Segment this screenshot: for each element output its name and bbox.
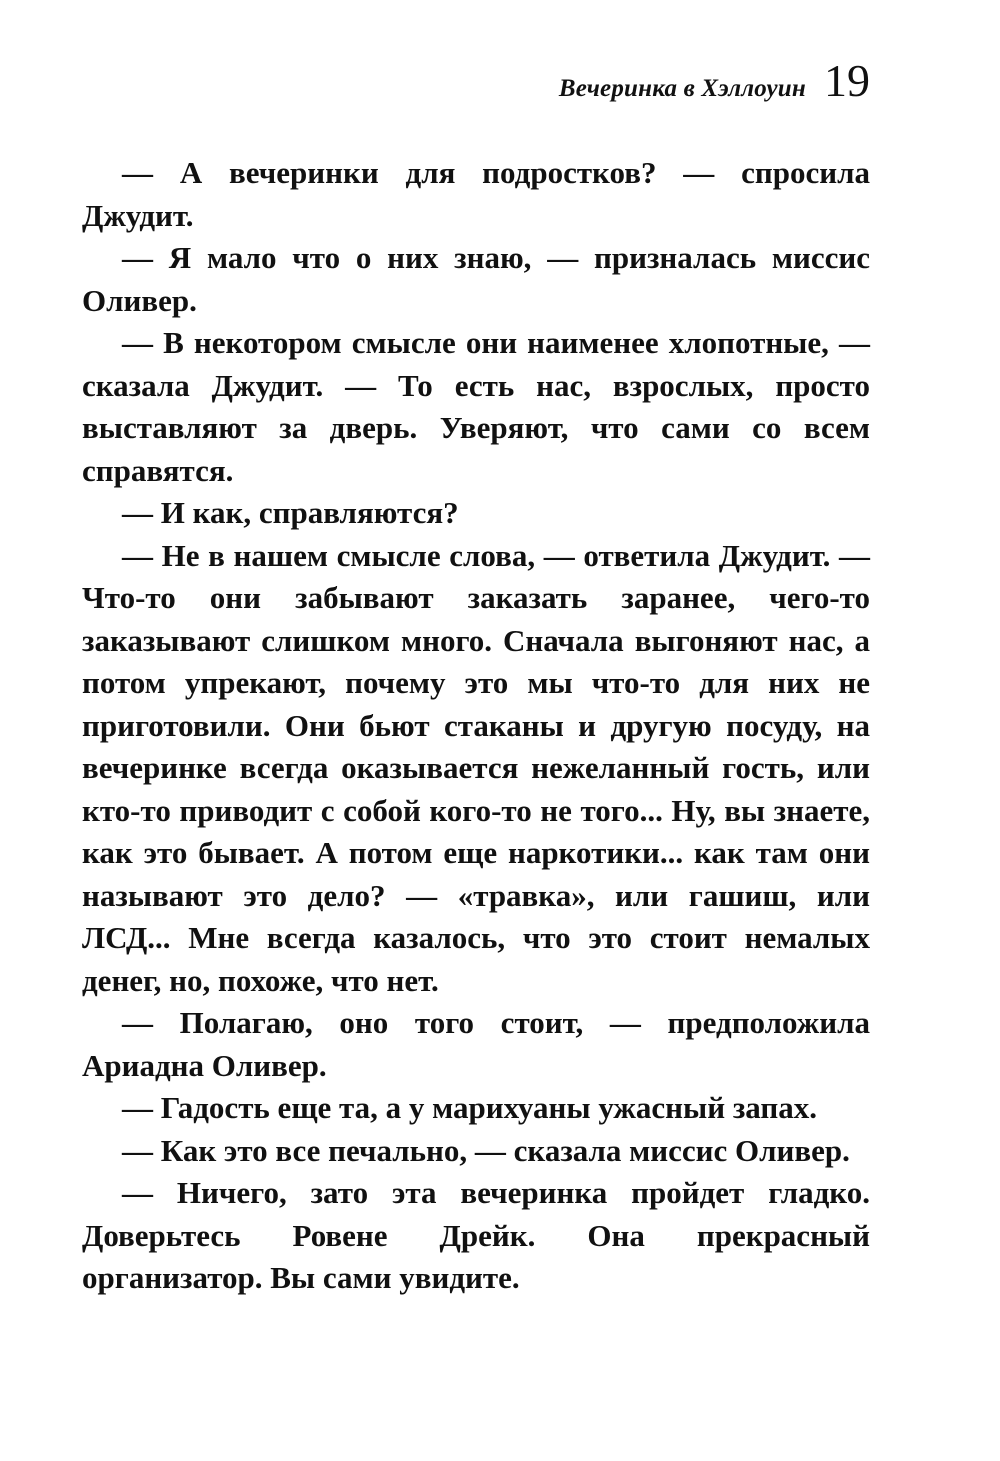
- paragraph: — Я мало что о них знаю, — призналась миссис Оливер.: [82, 240, 870, 318]
- paragraph: — Не в нашем смысле слова, — ответила Джудит. — Что-то они забывают заказать заранее, чего-то заказывают слишком много. Сначала выгоняют нас, а потом упрекают, почему это мы что-то для них не приготовили. Они бьют стаканы и другую посуду, на вечеринке всегда оказывается нежеланный гость, или кто-то приводит с собой кого-то не того... Ну, вы знаете, как это бывает. А потом еще наркотики... как там они называют это дело? — «травка», или гашиш, или ЛСД... Мне всегда казалось, что это стоит немалых денег, но, похоже, что нет.: [82, 537, 870, 998]
- running-head: [558, 55, 870, 106]
- paragraph: — В некотором смысле они наименее хлопотные, — сказала Джудит. — То есть нас, взрослых, просто выставляют за дверь. Уверяют, что сами со всем справятся.: [82, 325, 870, 488]
- paragraph: — Полагаю, оно того стоит, — предположила Ариадна Оливер.: [82, 1005, 870, 1083]
- paragraph: — А вечеринки для подростков? — спросила Джудит.: [82, 155, 870, 233]
- paragraph: — Как это все печально, — сказала миссис Оливер.: [122, 1132, 850, 1168]
- paragraph: — Ничего, зато эта вечеринка пройдет гладко. Доверьтесь Ровене Дрейк. Она прекрасный организатор. Вы сами увидите.: [82, 1175, 870, 1295]
- body-text: [82, 152, 870, 1300]
- running-title: Вечеринка в Хэллоуин: [558, 75, 806, 102]
- page-number: 19: [824, 55, 870, 106]
- paragraph: — Гадость еще та, а у марихуаны ужасный запах.: [122, 1090, 818, 1125]
- paragraph: — И как, справляются?: [122, 495, 459, 530]
